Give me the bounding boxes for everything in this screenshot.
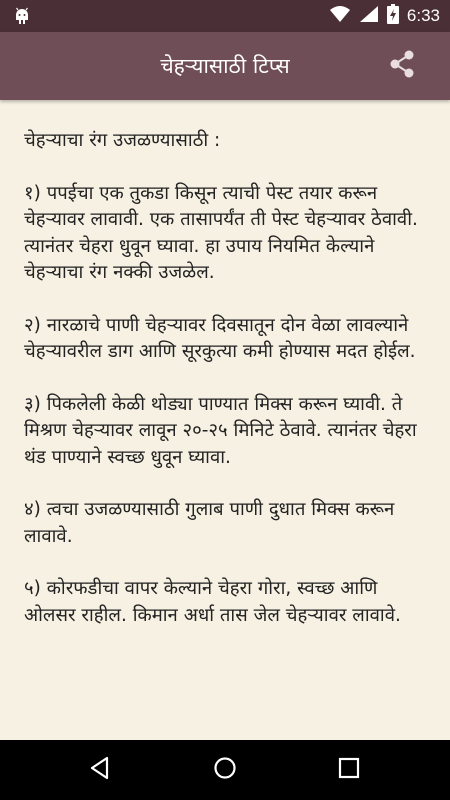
tip-paragraph: ४) त्वचा उजळण्यासाठी गुलाब पाणी दुधात मिक्स करून लावावे. <box>24 499 395 547</box>
tip-paragraph: ३) पिकलेली केळी थोड्या पाण्यात मिक्स करून घ्यावी. ते मिश्रण चेहऱ्यावर लावून २०-२५ मिनिटे ठेवावे. त्यानंतर चेहरा थंड पाण्याने स्वच्छ धुवून घ्यावा. <box>24 393 417 468</box>
tip-paragraph: ५) कोरफडीचा वापर केल्याने चेहरा गोरा, स्वच्छ आणि ओलसर राहील. किमान अर्धा तास जेल चेहऱ्यावर लावावे. <box>24 578 401 626</box>
home-button[interactable] <box>205 750 245 790</box>
android-icon <box>12 6 32 26</box>
back-button[interactable] <box>80 750 120 790</box>
wifi-icon <box>329 5 351 27</box>
share-icon <box>387 49 417 83</box>
back-icon <box>88 756 112 784</box>
signal-icon <box>359 5 379 27</box>
home-icon <box>213 756 237 784</box>
navigation-bar <box>0 740 450 800</box>
app-bar <box>0 32 450 100</box>
battery-charging-icon <box>387 4 399 28</box>
recents-icon <box>338 757 360 783</box>
tip-paragraph: १) पपईचा एक तुकडा किसून त्याची पेस्ट तयार करून चेहऱ्यावर लावावी. एक तासापर्यंत ती पेस्ट चेहऱ्यावर ठेवावी. त्यानंतर चेहरा धुवून घ्यावा. हा उपाय नियमित केल्याने चेहऱ्याचा रंग नक्की उजळेल. <box>24 182 418 283</box>
share-button[interactable] <box>382 46 422 86</box>
tip-paragraph: २) नारळाचे पाणी चेहऱ्यावर दिवसातून दोन वेळा लावल्याने चेहऱ्यावरील डाग आणि सूरकुत्या कमी होण्यास मदत होईल. <box>24 314 416 362</box>
status-bar <box>0 0 450 32</box>
article-content[interactable] <box>0 100 450 740</box>
status-time: 6:33 <box>406 6 440 25</box>
app-title: चेहऱ्यासाठी टिप्स <box>160 54 290 78</box>
article-heading: चेहऱ्याचा रंग उजळण्यासाठी : <box>24 130 221 151</box>
recents-button[interactable] <box>329 750 369 790</box>
